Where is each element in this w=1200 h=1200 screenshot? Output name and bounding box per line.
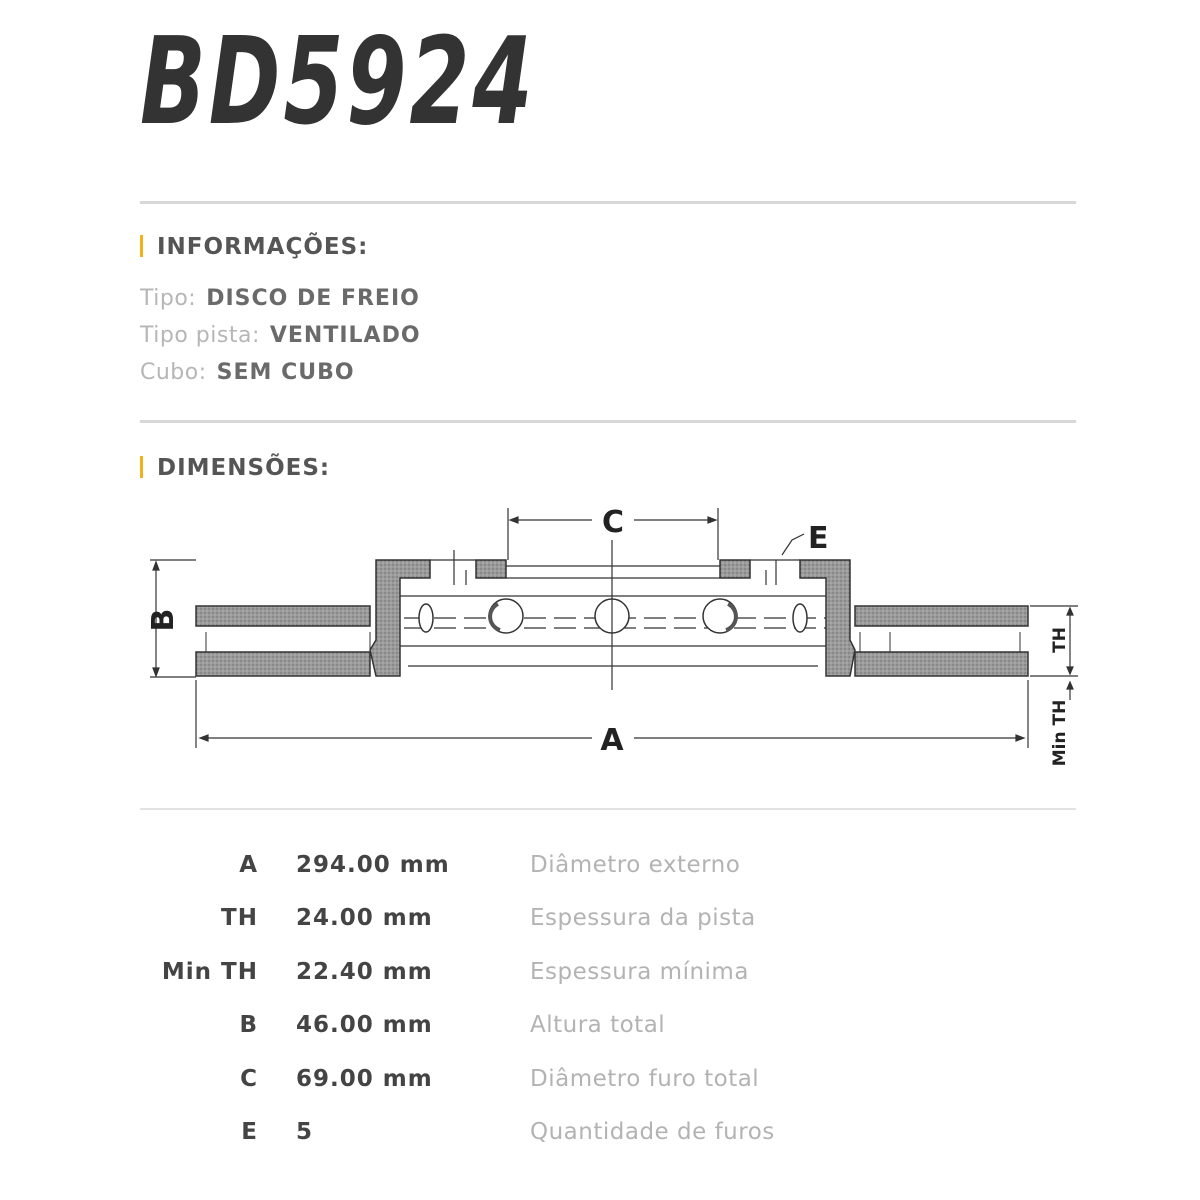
left-friction-ring (196, 606, 370, 676)
hat-top-left (476, 560, 506, 578)
info-value: SEM CUBO (216, 360, 355, 385)
info-value: VENTILADO (269, 323, 421, 348)
spec-description: Espessura da pista (530, 905, 756, 931)
divider-bottom (140, 808, 1076, 810)
spec-row (0, 1012, 1200, 1052)
label-a: A (600, 723, 624, 758)
spec-description: Espessura mínima (530, 959, 749, 985)
spec-row (0, 905, 1200, 945)
spec-description: Altura total (530, 1012, 666, 1038)
info-value: DISCO DE FREIO (206, 286, 420, 311)
info-heading-text: INFORMAÇÕES: (157, 234, 369, 260)
spec-value: 5 (296, 1119, 314, 1145)
spec-value: 22.40 mm (296, 959, 433, 985)
spec-description: Diâmetro externo (530, 852, 741, 878)
info-label: Tipo: (140, 286, 197, 311)
dimensions-heading-text: DIMENSÕES: (157, 455, 331, 481)
label-th: TH (1050, 627, 1070, 653)
spec-row (0, 959, 1200, 999)
label-e: E (808, 521, 829, 556)
spec-value: 69.00 mm (296, 1066, 433, 1092)
label-min-th: Min TH (1050, 699, 1070, 767)
spec-description: Quantidade de furos (530, 1119, 775, 1145)
product-code-title: BD5924 (140, 13, 536, 152)
dimension-e-leader (782, 534, 804, 555)
spec-code: A (239, 852, 258, 878)
spec-code: Min TH (161, 959, 258, 985)
spec-row (0, 852, 1200, 892)
spec-row (0, 1066, 1200, 1106)
hat-top-right (720, 560, 750, 578)
spec-description: Diâmetro furo total (530, 1066, 760, 1092)
info-label: Cubo: (140, 360, 207, 385)
spec-code: B (239, 1012, 258, 1038)
right-friction-ring (855, 606, 1028, 676)
spec-row (0, 1119, 1200, 1159)
label-b: B (146, 608, 181, 632)
spec-value: 294.00 mm (296, 852, 450, 878)
spec-code: E (241, 1119, 258, 1145)
spec-value: 24.00 mm (296, 905, 433, 931)
spec-code: TH (221, 905, 258, 931)
label-c: C (601, 505, 625, 540)
spec-code: C (240, 1066, 258, 1092)
spec-value: 46.00 mm (296, 1012, 433, 1038)
info-label: Tipo pista: (140, 323, 260, 348)
